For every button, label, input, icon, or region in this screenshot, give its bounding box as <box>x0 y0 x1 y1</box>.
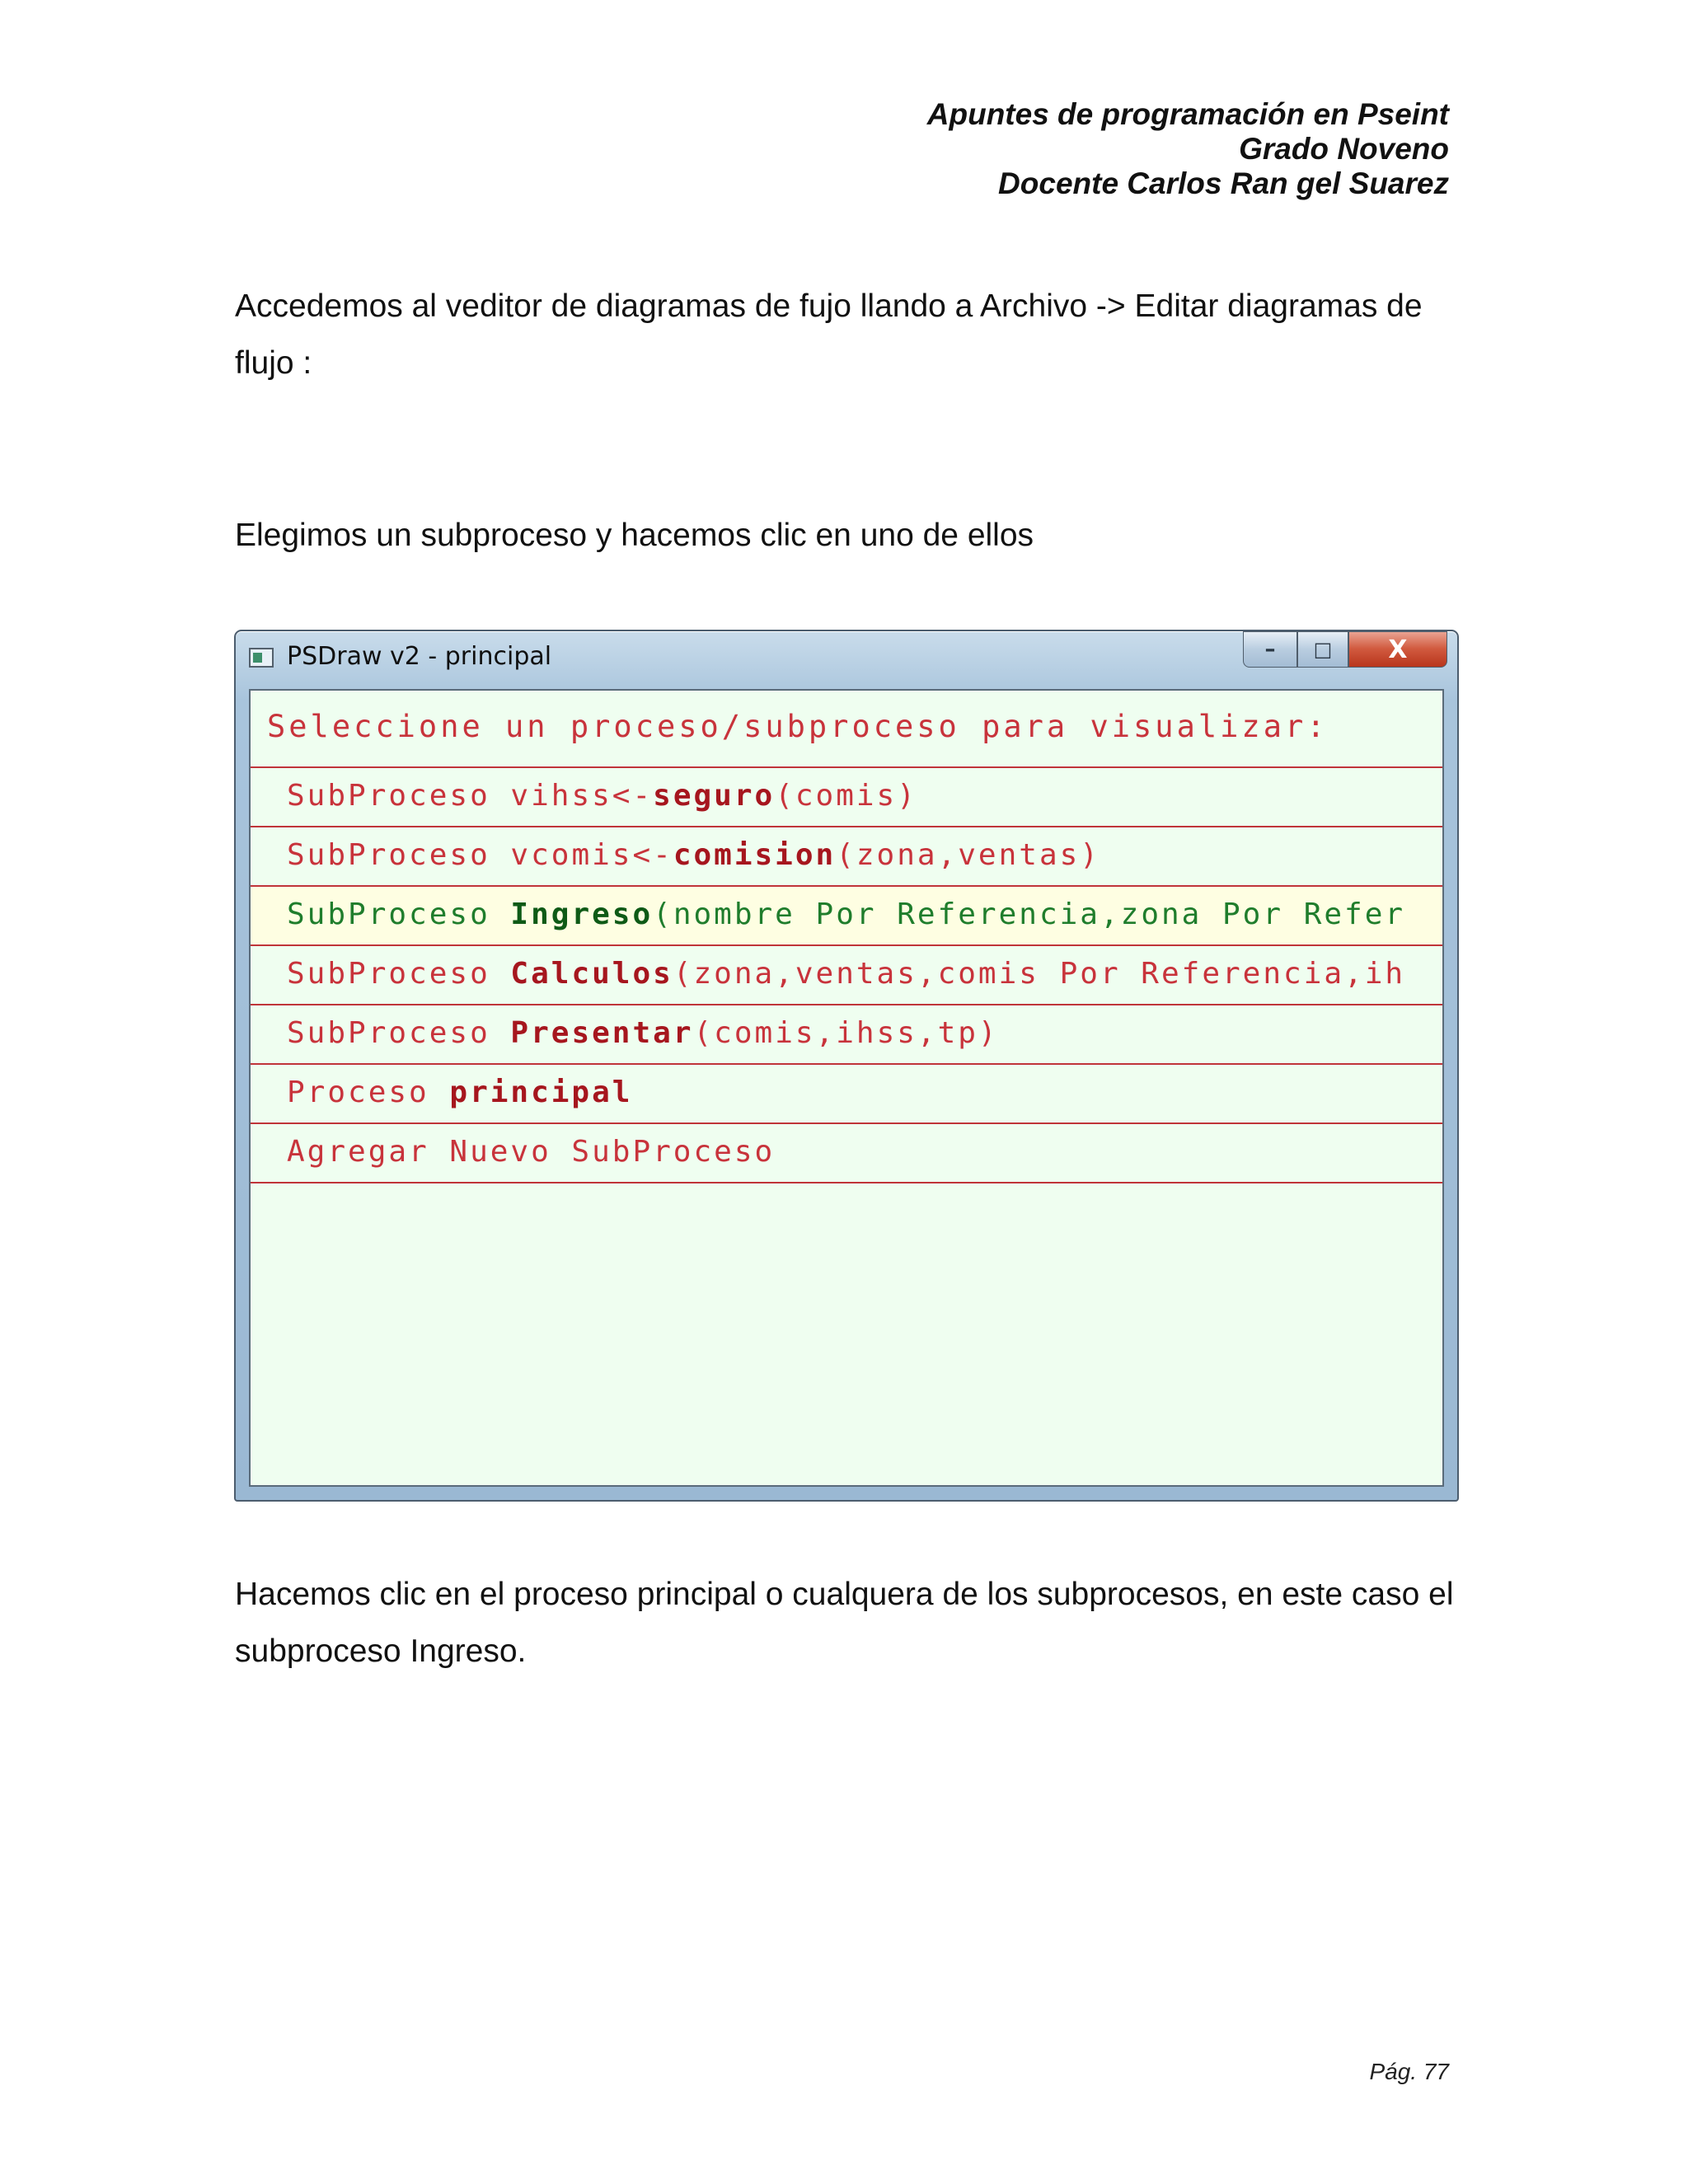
row-keyword: SubProceso <box>287 1016 511 1050</box>
row-keyword: Proceso <box>287 1076 450 1109</box>
page-number: Pág. 77 <box>1369 2059 1449 2084</box>
row-keyword: SubProceso <box>287 838 511 872</box>
row-name: principal <box>449 1076 633 1109</box>
add-subprocess-label: Agregar Nuevo SubProceso <box>287 1135 776 1169</box>
paragraph-click-process: Hacemos clic en el proceso principal o cualquera de los subprocesos, en este caso el subproceso Ingreso. <box>235 1577 1454 1669</box>
add-subprocess-item[interactable] <box>251 1124 1442 1183</box>
row-name: Presentar <box>510 1016 694 1050</box>
header-line-teacher: Docente Carlos Ran gel Suarez <box>998 166 1449 200</box>
close-button[interactable] <box>1348 631 1447 668</box>
row-args: (nombre Por Referencia,zona Por Refer <box>653 898 1406 931</box>
row-args: (comis) <box>775 779 917 813</box>
row-keyword: SubProceso <box>287 898 511 931</box>
list-item-presentar[interactable] <box>251 1005 1442 1065</box>
row-name: comision <box>673 838 837 872</box>
row-name: seguro <box>653 779 776 813</box>
row-args: (zona,ventas) <box>836 838 1100 872</box>
psdraw-window <box>234 630 1459 1502</box>
paragraph-choose-subprocess: Elegimos un subproceso y hacemos clic en uno de ellos <box>235 518 1034 553</box>
row-keyword: SubProceso <box>287 779 511 813</box>
list-item-ingreso[interactable] <box>251 887 1442 946</box>
process-list <box>249 689 1444 1487</box>
list-item-comision[interactable] <box>251 827 1442 887</box>
maximize-icon: □ <box>1313 638 1333 661</box>
window-titlebar[interactable] <box>236 631 1457 682</box>
row-keyword: SubProceso <box>287 957 511 991</box>
header-line-course: Apuntes de programación en Pseint <box>926 97 1449 131</box>
document-header <box>927 97 1449 201</box>
header-line-grade: Grado Noveno <box>1239 132 1449 166</box>
minimize-icon: – <box>1264 637 1276 662</box>
maximize-button[interactable] <box>1297 631 1348 668</box>
close-icon: X <box>1388 635 1408 664</box>
list-item-principal[interactable] <box>251 1065 1442 1124</box>
list-item-calculos[interactable] <box>251 946 1442 1005</box>
row-prefix: vihss<- <box>510 779 654 813</box>
paragraph-open-editor: Accedemos al veditor de diagramas de fujo llando a Archivo -> Editar diagramas de flujo : <box>235 288 1423 381</box>
row-name: Ingreso <box>510 898 654 931</box>
row-args: (zona,ventas,comis Por Referencia,ih <box>673 957 1406 991</box>
selection-prompt: Seleccione un proceso/subproceso para visualizar: <box>251 691 1442 768</box>
row-args: (comis,ihss,tp) <box>693 1016 999 1050</box>
row-name: Calculos <box>510 957 673 991</box>
app-window-icon <box>249 648 274 668</box>
row-prefix: vcomis<- <box>510 838 673 872</box>
minimize-button[interactable] <box>1243 631 1297 668</box>
window-title: PSDraw v2 - principal <box>287 642 552 671</box>
list-item-seguro[interactable] <box>251 768 1442 827</box>
